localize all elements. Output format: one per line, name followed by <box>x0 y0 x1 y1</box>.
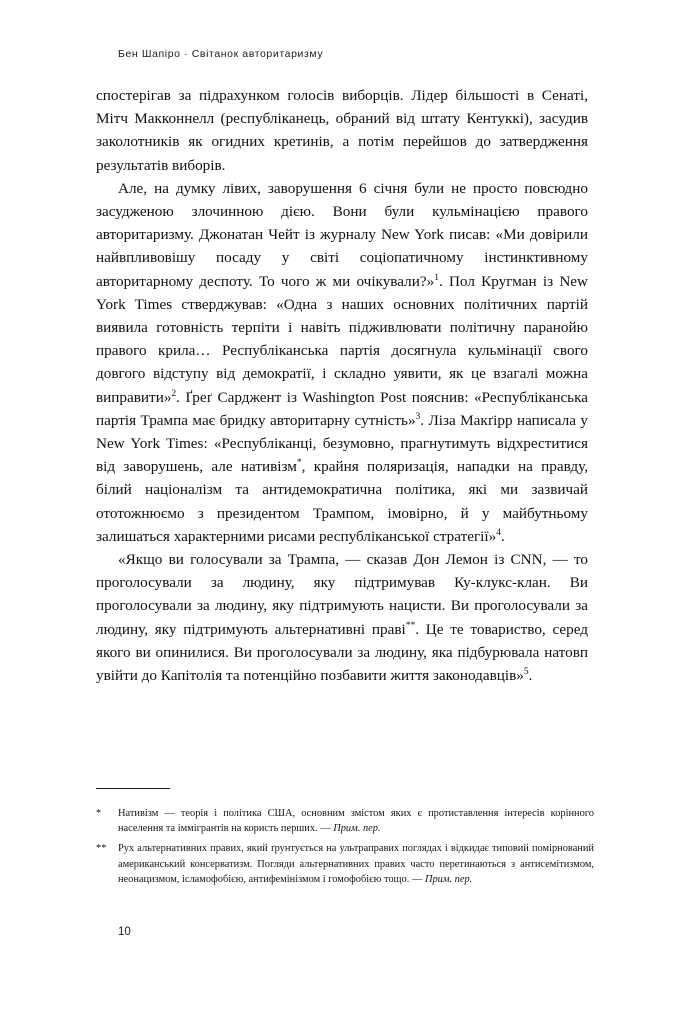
paragraph-1 <box>96 84 588 177</box>
footnote-attribution: Прим. пер. <box>333 823 381 835</box>
paragraph-3-text: «Якщо ви голосували за Трампа, — сказав Дон Лемон із CNN, — то проголосували за людину, яку підтримував Ку-клукс-клан. Ви проголосували за людину, яку підтримують нацисти. Ви проголосували за людину, яку підтримують альтернативні праві <box>96 551 588 638</box>
footnote-ref-3[interactable]: 3 <box>415 411 421 422</box>
paragraph-2-text-d: . Ліза Макґірр написала у New York Times: «Республіканці, безумовно, прагнутимуть відхреститися від заворушень, але нативізм <box>96 411 588 476</box>
footnote-item <box>96 841 594 887</box>
footnote-ref-double-asterisk[interactable]: ** <box>405 620 416 631</box>
footnotes-block <box>96 806 594 892</box>
footnote-ref-asterisk[interactable]: * <box>296 458 302 469</box>
paragraph-3-text-c: . <box>528 667 533 685</box>
footnote-ref-5[interactable]: 5 <box>523 667 529 678</box>
footnote-text <box>118 841 594 887</box>
footnote-attribution: Прим. пер. <box>424 873 473 885</box>
paragraph-2-text: Але, на думку лівих, заворушення 6 січня були не просто повсюдно засудженою злочинною дією. Вони були кульмінацією правого авторитаризму. Джонатан Чейт із журналу New York писав: «Ми довірили найвпливовішу посаду у світі соціопатичному інстинктивному авторитарному деспоту. То чого ж ми очікували?» <box>96 179 588 290</box>
footnote-text-main: Нативізм — теорія і політика США, основним змістом яких є протиставлення інтересів корінного населення та іммігрантів на користь перших. — <box>118 808 594 835</box>
paragraph-2 <box>96 177 588 548</box>
paragraph-3-text-b: . Це те товариство, серед якого ви опинилися. Ви проголосували за людину, яка підбурювала натовп увійти до Капітолія та потенційно позбавити життя законодавців» <box>96 620 589 685</box>
footnote-separator-rule <box>96 788 170 789</box>
body-text-column <box>96 84 588 687</box>
footnote-marker: * <box>96 808 102 819</box>
paragraph-1-text: спостерігав за підрахунком голосів виборців. Лідер більшості в Сенаті, Мітч Макконнелл (республіканець, обраний від штату Кентуккі), засудив заколотників як огидних кретинів, а потім перейшов до затвердження результатів виборів. <box>96 87 588 174</box>
page-number: 10 <box>118 926 131 938</box>
paragraph-3 <box>96 548 588 687</box>
footnote-ref-2[interactable]: 2 <box>171 388 177 399</box>
paragraph-2-text-e: , крайня поляризація, нападки на правду, білий націоналізм та антидемократична політика, які ми зазвичай ототожнюємо з президентом Трампом, імовірно, й у майбутньому залишаться характерними рисами республіканської стратегії» <box>96 458 589 545</box>
footnote-ref-1[interactable]: 1 <box>434 272 439 283</box>
running-head: Бен Шапіро · Світанок авторитаризму <box>118 48 324 60</box>
paragraph-2-text-c: . Ґреґ Сарджент із Washington Post пояснив: «Республіканська партія Трампа має бридку авторитарну сутність» <box>96 388 588 429</box>
footnote-marker: ** <box>96 843 107 855</box>
footnote-text-main: Рух альтернативних правих, який ґрунтується на ультраправих поглядах і відкидає типовий помірнований американський консерватизм. Погляди альтернативних правих часто перетинаються з антисемітизмом, неонацизмом, ісламофобією, антифемінізмом і гомофобією тощо. — <box>118 843 594 885</box>
paragraph-2-text-b: . Пол Кругман із New York Times стверджував: «Одна з наших основних політичних партій виявила готовність терпіти і навіть підживлювати політичну паранойю правого крила… Республіканська партія досягнула кульмінації свого довгого відступу від демократії, і складно уявити, як це взагалі можна виправити» <box>96 272 588 406</box>
footnote-text <box>118 806 594 836</box>
footnote-ref-4[interactable]: 4 <box>496 527 501 538</box>
footnote-item <box>96 806 594 836</box>
paragraph-2-text-f: . <box>500 527 505 545</box>
